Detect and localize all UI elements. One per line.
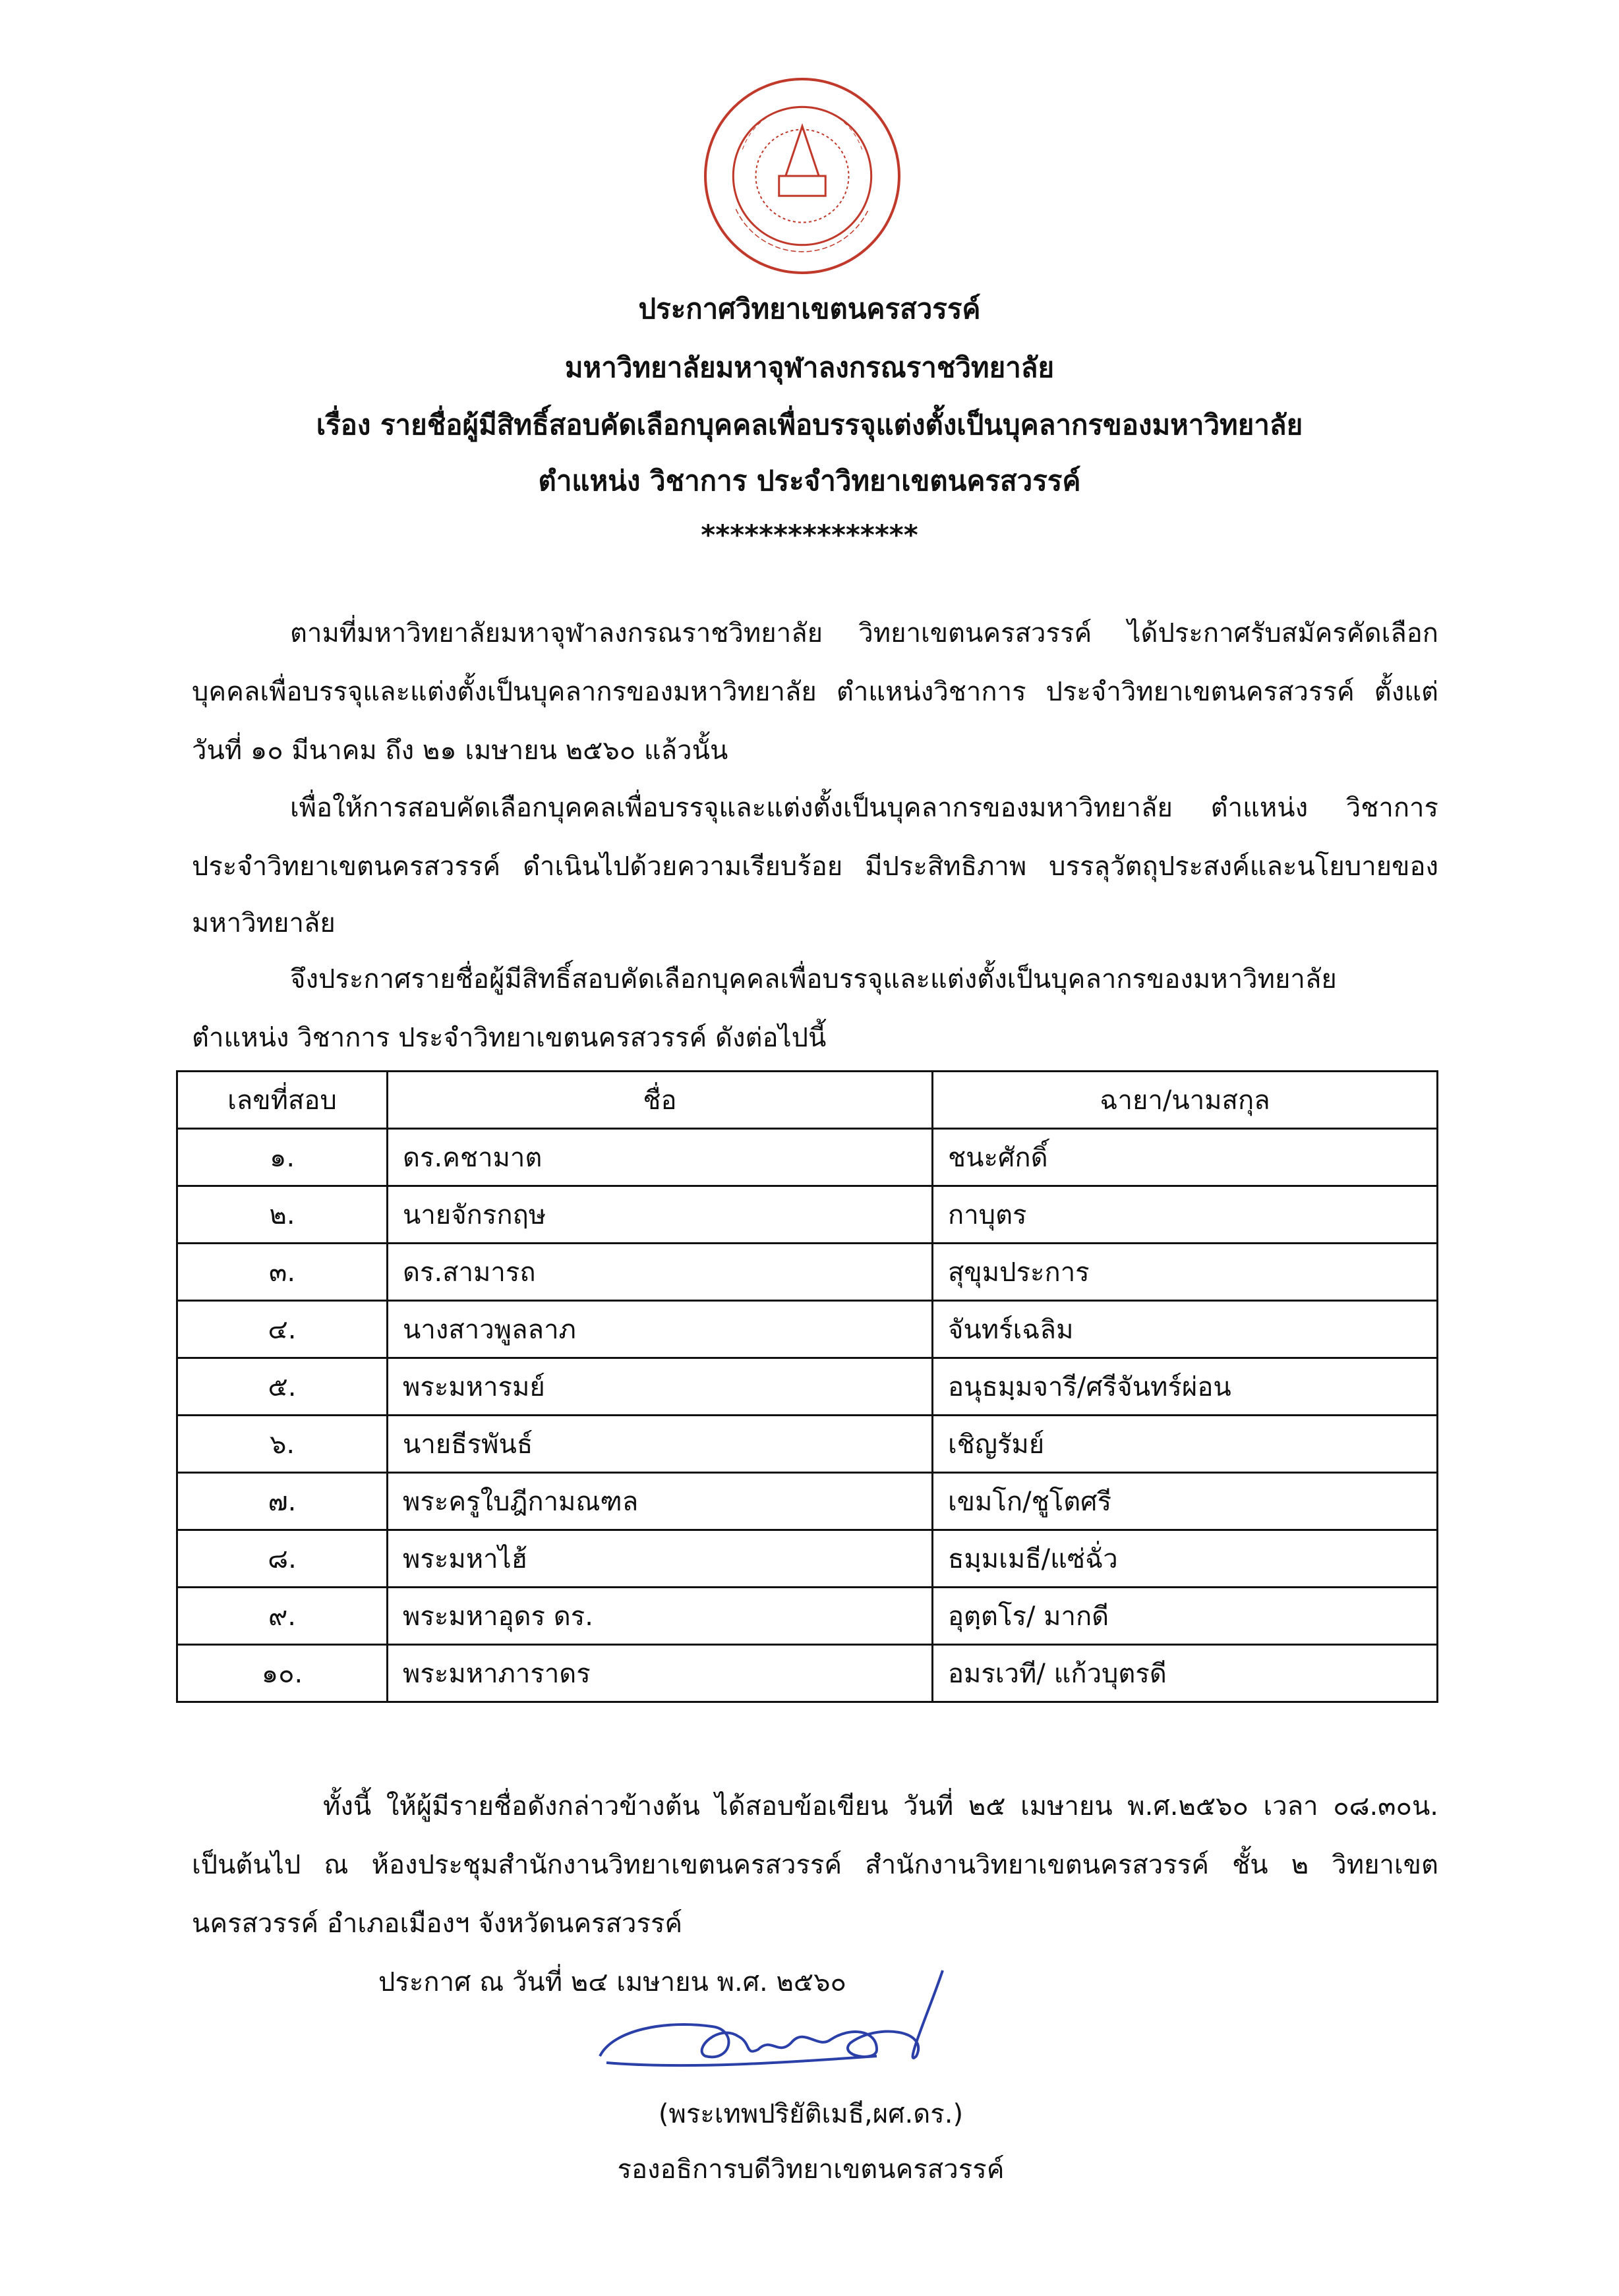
name-cell: นายจักรกฤษ <box>388 1186 933 1244</box>
table-row <box>177 1530 1438 1588</box>
name-cell: พระมหาไฮ้ <box>388 1530 933 1588</box>
signer-name: (พระเทพปริยัติเมธี,ผศ.ดร.) <box>658 2099 964 2129</box>
table-row <box>177 1186 1438 1244</box>
subject-line: เรื่อง รายชื่อผู้มีสิทธิ์สอบคัดเลือกบุคคลเพื่อบรรจุแต่งตั้งเป็นบุคลากรของมหาวิทยาลัย <box>316 409 1303 441</box>
surname-cell: ชนะศักดิ์ <box>933 1129 1438 1186</box>
announcement-date: ประกาศ ณ วันที่ ๒๔ เมษายน พ.ศ. ๒๕๖๐ <box>378 1967 846 1997</box>
surname-cell: จันทร์เฉลิม <box>933 1301 1438 1358</box>
surname-cell: อนุธมฺมจารี/ศรีจันทร์ผ่อน <box>933 1358 1438 1416</box>
paragraph-3-line: จึงประกาศรายชื่อผู้มีสิทธิ์สอบคัดเลือกบุคคลเพื่อบรรจุและแต่งตั้งเป็นบุคลากรของมหาวิทยาลัย <box>290 964 1337 994</box>
header-exam-number: เลขที่สอบ <box>177 1072 388 1129</box>
exam-number-cell: ๖. <box>177 1416 388 1473</box>
announcement-title: ประกาศวิทยาเขตนครสวรรค์ <box>638 293 981 325</box>
candidate-table <box>176 1070 1438 1703</box>
exam-number-cell: ๗. <box>177 1473 388 1530</box>
name-cell: พระครูใบฎีกามณฑล <box>388 1473 933 1530</box>
name-cell: ดร.สามารถ <box>388 1244 933 1301</box>
paragraph-1-line: วันที่ ๑๐ มีนาคม ถึง ๒๑ เมษายน ๒๕๖๐ แล้วนั้น <box>192 735 728 766</box>
table-row <box>177 1645 1438 1702</box>
exam-number-cell: ๒. <box>177 1186 388 1244</box>
name-cell: พระมหาภาราดร <box>388 1645 933 1702</box>
table-row <box>177 1244 1438 1301</box>
surname-cell: สุขุมประการ <box>933 1244 1438 1301</box>
surname-cell: อมรเวที/ แก้วบุตรดี <box>933 1645 1438 1702</box>
exam-number-cell: ๓. <box>177 1244 388 1301</box>
paragraph-4-line: นครสวรรค์ อำเภอเมืองฯ จังหวัดนครสวรรค์ <box>192 1909 683 1939</box>
paragraph-1-line: ตามที่มหาวิทยาลัยมหาจุฬาลงกรณราชวิทยาลัย วิทยาเขตนครสวรรค์ ได้ประกาศรับสมัครคัดเลือก <box>290 618 1438 648</box>
surname-cell: อุตฺตโร/ มากดี <box>933 1588 1438 1645</box>
name-cell: พระมหาอุดร ดร. <box>388 1588 933 1645</box>
exam-number-cell: ๕. <box>177 1358 388 1416</box>
header-name: ชื่อ <box>388 1072 933 1129</box>
surname-cell: เชิญรัมย์ <box>933 1416 1438 1473</box>
paragraph-1-line: บุคคลเพื่อบรรจุและแต่งตั้งเป็นบุคลากรของมหาวิทยาลัย ตำแหน่งวิชาการ ประจำวิทยาเขตนครสวรรค์ ตั้งแต่ <box>192 677 1438 707</box>
exam-number-cell: ๙. <box>177 1588 388 1645</box>
table-row <box>177 1473 1438 1530</box>
paragraph-2-line: ประจำวิทยาเขตนครสวรรค์ ดำเนินไปด้วยความเรียบร้อย มีประสิทธิภาพ บรรลุวัตถุประสงค์และนโยบายของ <box>192 851 1438 882</box>
exam-number-cell: ๘. <box>177 1530 388 1588</box>
table-row <box>177 1588 1438 1645</box>
name-cell: นายธีรพันธ์ <box>388 1416 933 1473</box>
surname-cell: ธมฺมเมธี/แซ่ฉั่ว <box>933 1530 1438 1588</box>
paragraph-4-line: เป็นต้นไป ณ ห้องประชุมสำนักงานวิทยาเขตนครสวรรค์ สำนักงานวิทยาเขตนครสวรรค์ ชั้น ๒ วิทยาเขต <box>192 1850 1438 1880</box>
divider-stars: *************** <box>701 519 918 551</box>
name-cell: ดร.คชามาต <box>388 1129 933 1186</box>
paragraph-4-line: ทั้งนี้ ให้ผู้มีรายชื่อดังกล่าวข้างต้น ได้สอบข้อเขียน วันที่ ๒๕ เมษายน พ.ศ.๒๕๖๐ เวลา ๐๘.๓๐น. <box>323 1791 1438 1822</box>
paragraph-2-line: มหาวิทยาลัย <box>192 908 336 938</box>
signature <box>587 1957 982 2082</box>
table-row <box>177 1416 1438 1473</box>
table-header-row <box>177 1072 1438 1129</box>
header-surname: ฉายา/นามสกุล <box>933 1072 1438 1129</box>
table-row <box>177 1129 1438 1186</box>
exam-number-cell: ๑. <box>177 1129 388 1186</box>
exam-number-cell: ๔. <box>177 1301 388 1358</box>
surname-cell: เขมโก/ชูโตศรี <box>933 1473 1438 1530</box>
table-row <box>177 1301 1438 1358</box>
name-cell: พระมหารมย์ <box>388 1358 933 1416</box>
surname-cell: กาบุตร <box>933 1186 1438 1244</box>
table-row <box>177 1358 1438 1416</box>
paragraph-3-line: ตำแหน่ง วิชาการ ประจำวิทยาเขตนครสวรรค์ ดังต่อไปนี้ <box>192 1023 827 1053</box>
signer-title: รองอธิการบดีวิทยาเขตนครสวรรค์ <box>617 2154 1005 2185</box>
name-cell: นางสาวพูลลาภ <box>388 1301 933 1358</box>
position-line: ตำแหน่ง วิชาการ ประจำวิทยาเขตนครสวรรค์ <box>538 465 1081 497</box>
university-name: มหาวิทยาลัยมหาจุฬาลงกรณราชวิทยาลัย <box>564 351 1055 384</box>
university-seal-logo <box>703 76 902 275</box>
paragraph-2-line: เพื่อให้การสอบคัดเลือกบุคคลเพื่อบรรจุและแต่งตั้งเป็นบุคลากรของมหาวิทยาลัย ตำแหน่ง วิชาการ <box>290 793 1438 823</box>
exam-number-cell: ๑๐. <box>177 1645 388 1702</box>
